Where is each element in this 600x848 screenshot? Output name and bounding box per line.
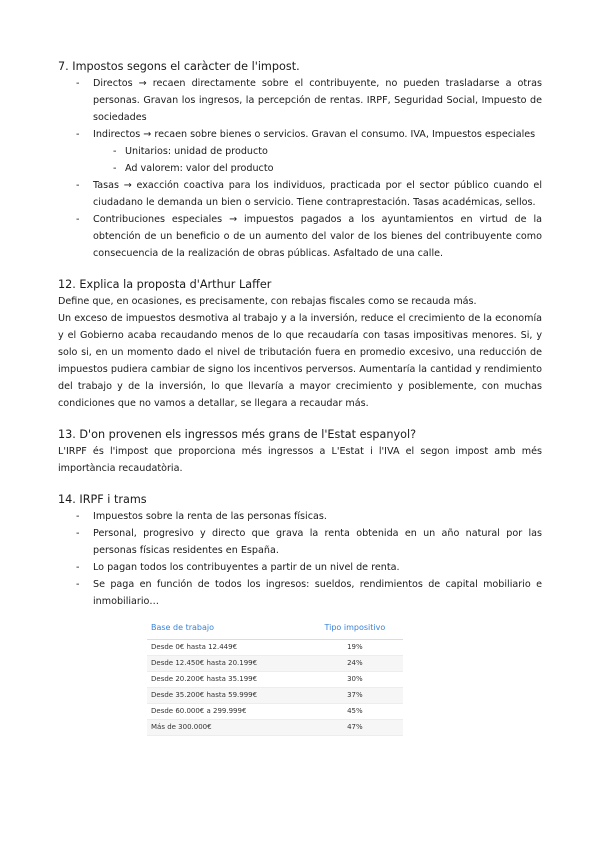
list-item: - Tasas → exacción coactiva para los individuos, practicada por el sector público cuando el ciudadano le demanda un bien o servicio. Tiene contraprestación. Tasas académicas, sellos. xyxy=(58,177,542,211)
column-header-base: Base de trabajo xyxy=(147,618,307,640)
paragraph: Define que, en ocasiones, es precisamente, con rebajas fiscales como se recauda más. xyxy=(58,296,477,307)
table-row xyxy=(147,640,403,656)
list-item: - Se paga en función de todos los ingresos: sueldos, rendimientos de capital mobiliario e inmobiliario… xyxy=(58,576,542,610)
section-14-list xyxy=(58,508,542,610)
section-7-sublist xyxy=(58,143,542,177)
table-cell: 30% xyxy=(307,672,403,688)
list-item: - Directos → recaen directamente sobre el contribuyente, no pueden trasladarse a otras personas. Gravan los ingresos, la percepción de rentas. IRPF, Seguridad Social, Impuesto de sociedades xyxy=(58,75,542,126)
section-7-heading: 7. Impostos segons el caràcter de l'impost. xyxy=(58,60,300,73)
section-7-list-continued xyxy=(58,177,542,262)
table-cell: 24% xyxy=(307,656,403,672)
section-7-list xyxy=(58,75,542,143)
paragraph: L'IRPF és l'impost que proporciona més ingressos a L'Estat i l'IVA el segon impost amb més importància recaudatòria. xyxy=(58,446,542,474)
section-12-heading: 12. Explica la proposta d'Arthur Laffer xyxy=(58,278,272,291)
table-row xyxy=(147,720,403,736)
table-cell: 37% xyxy=(307,688,403,704)
list-item: - Personal, progresivo y directo que grava la renta obtenida en un año natural por las personas físicas residentes en España. xyxy=(58,525,542,559)
section-14-heading: 14. IRPF i trams xyxy=(58,493,147,506)
table-cell: 19% xyxy=(307,640,403,656)
list-item: - Ad valorem: valor del producto xyxy=(58,160,542,177)
table-row xyxy=(147,672,403,688)
table-cell: 47% xyxy=(307,720,403,736)
table-row xyxy=(147,656,403,672)
irpf-brackets-table xyxy=(147,618,403,736)
document-page xyxy=(58,58,542,736)
table-cell: Desde 0€ hasta 12.449€ xyxy=(147,640,307,656)
table-cell: Desde 20.200€ hasta 35.199€ xyxy=(147,672,307,688)
list-item: - Lo pagan todos los contribuyentes a partir de un nivel de renta. xyxy=(58,559,542,576)
column-header-rate: Tipo impositivo xyxy=(307,618,403,640)
table-cell: 45% xyxy=(307,704,403,720)
list-item: - Contribuciones especiales → impuestos pagados a los ayuntamientos en virtud de la obtención de un beneficio o de un aumento del valor de los bienes del contribuyente como consecuencia de la realización de obras públicas. Asfaltado de una calle. xyxy=(58,211,542,262)
list-item: - Indirectos → recaen sobre bienes o servicios. Gravan el consumo. IVA, Impuestos especiales xyxy=(58,126,542,143)
list-item: - Impuestos sobre la renta de las personas físicas. xyxy=(58,508,542,525)
table-cell: Desde 60.000€ a 299.999€ xyxy=(147,704,307,720)
table-row xyxy=(147,688,403,704)
table-row xyxy=(147,704,403,720)
table-cell: Desde 35.200€ hasta 59.999€ xyxy=(147,688,307,704)
table-cell: Más de 300.000€ xyxy=(147,720,307,736)
paragraph: Un exceso de impuestos desmotiva al trabajo y a la inversión, reduce el crecimiento de la economía y el Gobierno acaba recaudando menos de lo que recaudaría con tasas impositivas menores. Si, y solo si, en un momento dado el nivel de tributación fuera en promedio excesivo, una reducción de impuestos pudiera cambiar de signo los incentivos perversos. Aumentaría la cantidad y rendimiento del trabajo y de la inversión, lo que llevaría a mayor crecimiento y posiblemente, con muchas condiciones que no vamos a detallar, se llegara a recaudar más. xyxy=(58,313,542,409)
table-cell: Desde 12.450€ hasta 20.199€ xyxy=(147,656,307,672)
section-13-heading: 13. D'on provenen els ingressos més grans de l'Estat espanyol? xyxy=(58,428,417,441)
list-item: - Unitarios: unidad de producto xyxy=(58,143,542,160)
